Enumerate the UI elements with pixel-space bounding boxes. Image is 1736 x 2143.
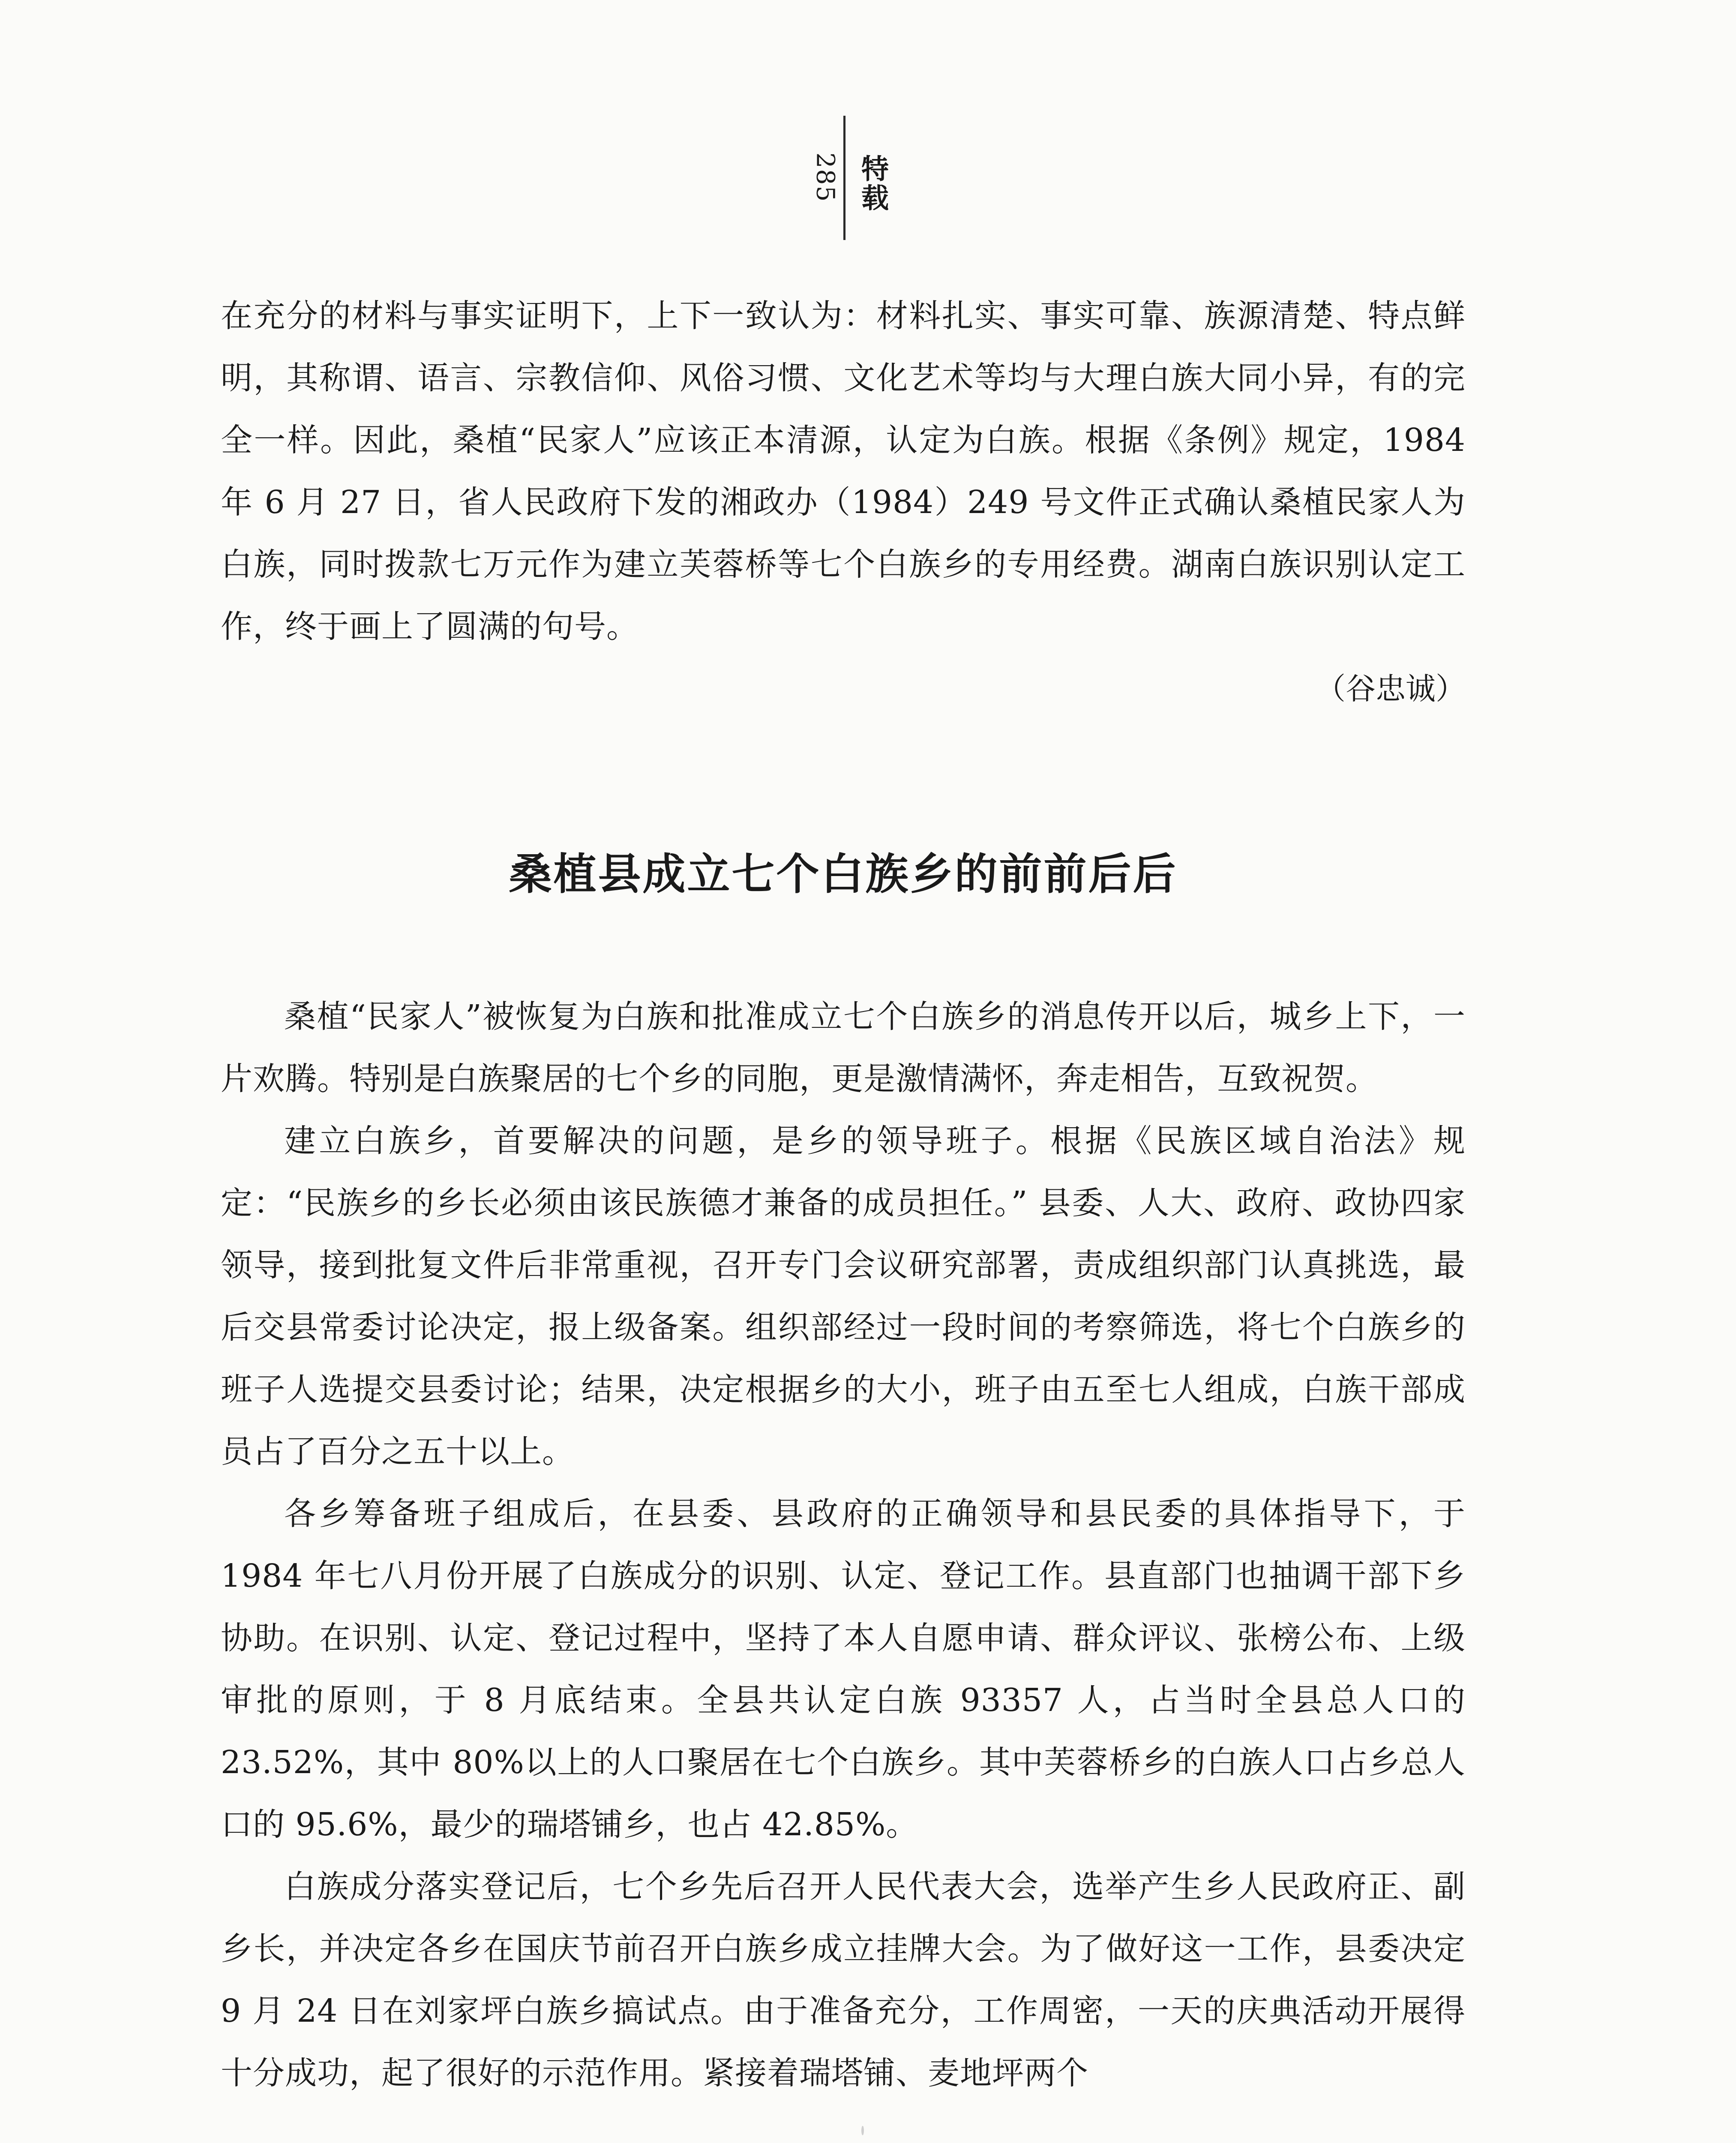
- page-number: 285: [811, 152, 840, 203]
- running-header: [806, 116, 891, 240]
- article-title: 桑植县成立七个白族乡的前前后后: [509, 849, 1178, 899]
- scan-speck: [861, 2126, 864, 2135]
- section-title: 特载: [857, 154, 889, 213]
- header-divider: [843, 116, 846, 240]
- article-paragraph: 桑植“民家人”被恢复为白族和批准成立七个白族乡的消息传开以后，城乡上下，一片欢腾。特别是白族聚居的七个乡的同胞，更是激情满怀，奔走相告，互致祝贺。: [221, 998, 1466, 1097]
- article-paragraph: 建立白族乡，首要解决的问题，是乡的领导班子。根据《民族区域自治法》规定：“民族乡的乡长必须由该民族德才兼备的成员担任。” 县委、人大、政府、政协四家领导，接到批复文件后非常重视，召开专门会议研究部署，责成组织部门认真挑选，最后交县常委讨论决定，报上级备案。组织部经过一段时间的考察筛选，将七个白族乡的班子人选提交县委讨论；结果，决定根据乡的大小，班子由五至七人组成，白族干部成员占了百分之五十以上。: [221, 1123, 1466, 1470]
- page-body: [221, 285, 1466, 2104]
- previous-article-author: （谷忠诚）: [1316, 671, 1466, 706]
- article-paragraph: 各乡筹备班子组成后，在县委、县政府的正确领导和县民委的具体指导下，于 1984 年七八月份开展了白族成分的识别、认定、登记工作。县直部门也抽调干部下乡协助。在识别、认定、登记过程中，坚持了本人自愿申请、群众评议、张榜公布、上级审批的原则，于 8 月底结束。全县共认定白族 93357 人，占当时全县总人口的 23.52%，其中 80%以上的人口聚居在七个白族乡。其中芙蓉桥乡的白族人口占乡总人口的 95.6%，最少的瑞塔铺乡，也占 42.85%。: [221, 1495, 1466, 1843]
- article-paragraph: 白族成分落实登记后，七个乡先后召开人民代表大会，选举产生乡人民政府正、副乡长，并决定各乡在国庆节前召开白族乡成立挂牌大会。为了做好这一工作，县委决定 9 月 24 日在刘家坪白族乡搞试点。由于准备充分，工作周密，一天的庆典活动开展得十分成功，起了很好的示范作用。紧接着瑞塔铺、麦地坪两个: [221, 1868, 1466, 2092]
- previous-article-paragraph: 在充分的材料与事实证明下，上下一致认为：材料扎实、事实可靠、族源清楚、特点鲜明，其称谓、语言、宗教信仰、风俗习惯、文化艺术等均与大理白族大同小异，有的完全一样。因此，桑植“民家人”应该正本清源，认定为白族。根据《条例》规定，1984 年 6 月 27 日，省人民政府下发的湘政办（1984）249 号文件正式确认桑植民家人为白族，同时拨款七万元作为建立芙蓉桥等七个白族乡的专用经费。湖南白族识别认定工作，终于画上了圆满的句号。: [221, 297, 1466, 645]
